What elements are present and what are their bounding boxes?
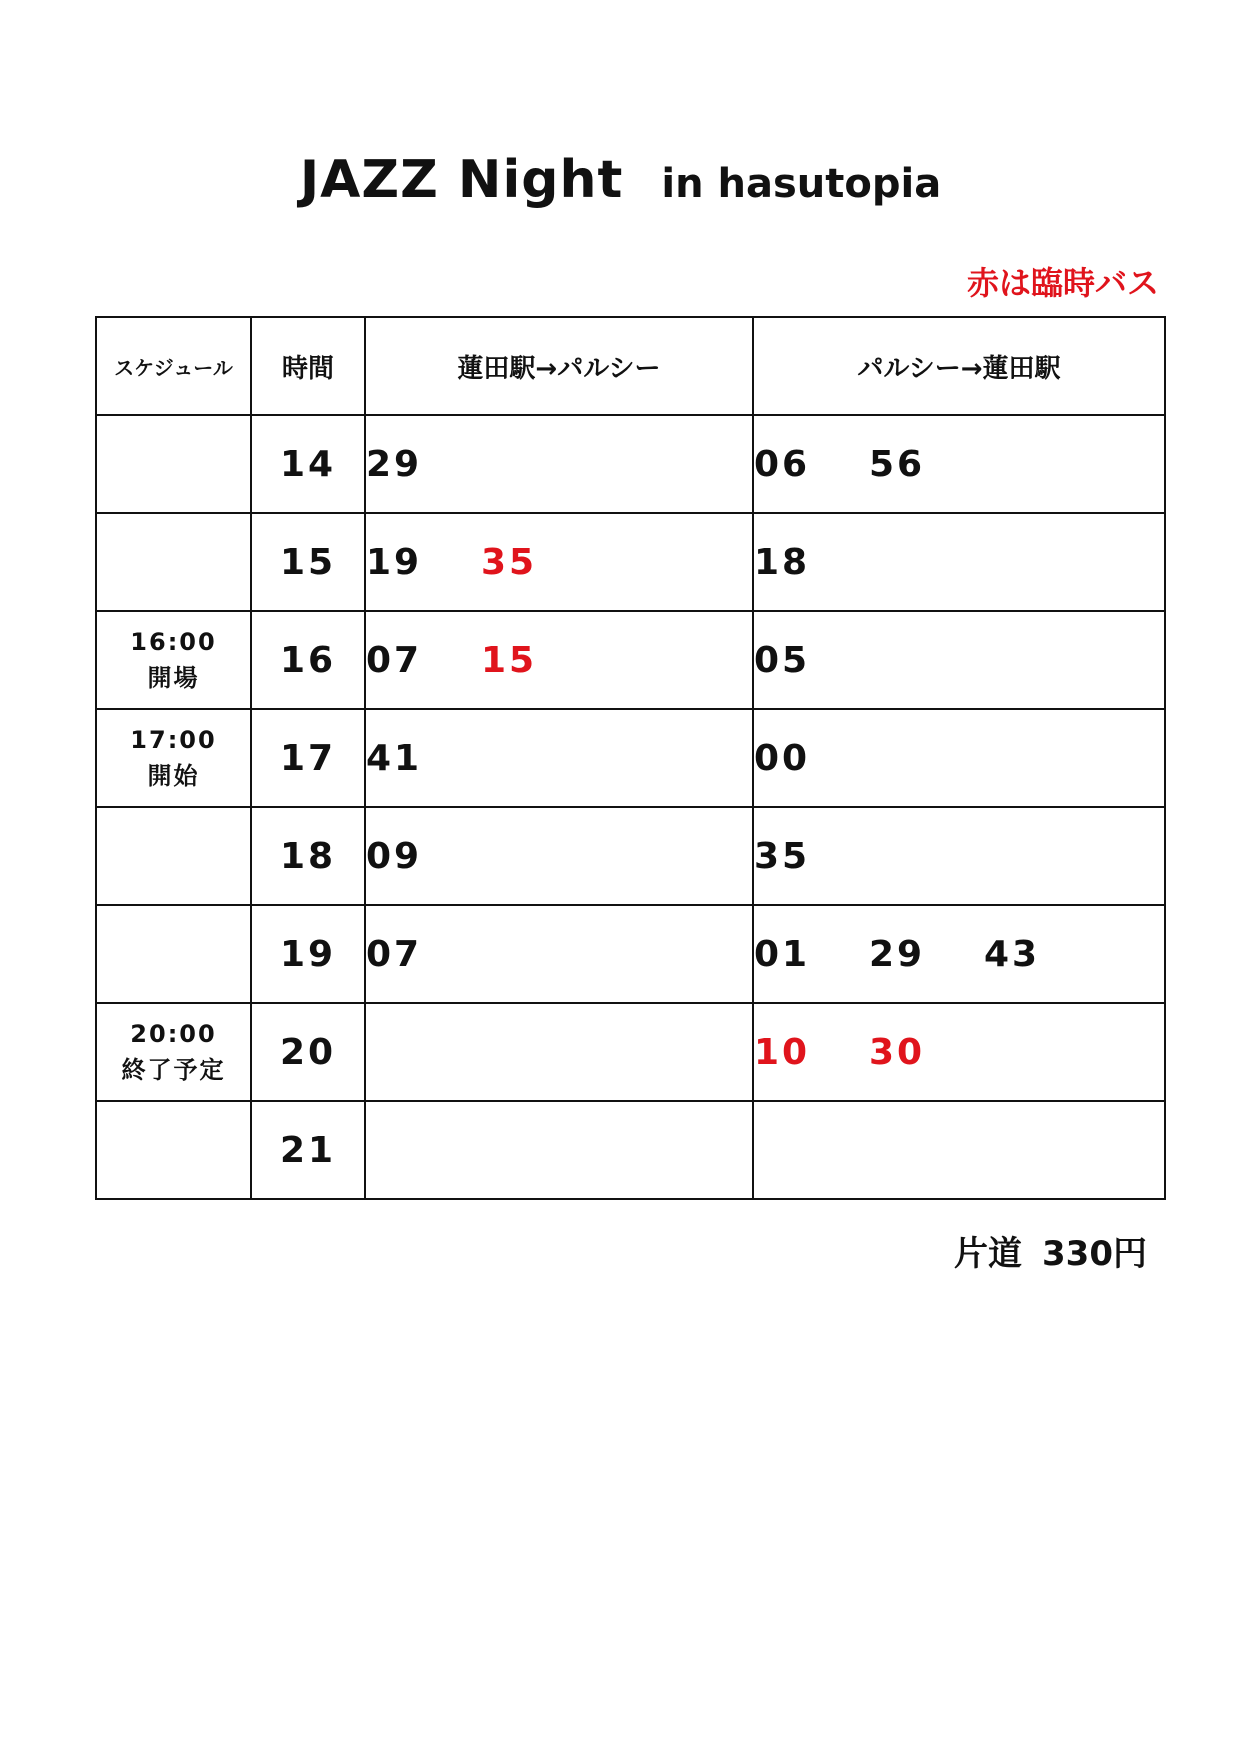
timetable-row: [96, 1003, 1165, 1101]
temporary-departure-minute: 15: [481, 639, 538, 681]
timetable-row: [96, 415, 1165, 513]
inbound-minutes-cell: [753, 1101, 1165, 1199]
outbound-minutes-cell: [365, 415, 753, 513]
schedule-event: 終了予定: [121, 1056, 226, 1084]
timetable-body: [96, 415, 1165, 1199]
temporary-departure-minute: 30: [869, 1031, 926, 1073]
temporary-bus-legend: 赤は臨時バス: [966, 264, 1159, 302]
header-outbound: 蓮田駅→パルシー: [365, 317, 753, 415]
hour-cell: 21: [251, 1101, 365, 1199]
departure-minute: 41: [366, 737, 423, 779]
inbound-minutes-cell: [753, 611, 1165, 709]
outbound-minutes-cell: [365, 1003, 753, 1101]
fare-label: 片道: [954, 1234, 1023, 1274]
outbound-minutes-cell: [365, 513, 753, 611]
hour-cell: 17: [251, 709, 365, 807]
inbound-minutes-cell: [753, 709, 1165, 807]
departure-minute: 06: [754, 443, 811, 485]
hour-cell: 16: [251, 611, 365, 709]
header-inbound: パルシー→蓮田駅: [753, 317, 1165, 415]
event-venue: in hasutopia: [661, 161, 942, 207]
schedule-event: 開始: [147, 762, 200, 790]
departure-minute: 01: [754, 933, 811, 975]
departure-minute: 29: [366, 443, 423, 485]
timetable-row: [96, 709, 1165, 807]
bus-timetable: [95, 316, 1166, 1200]
timetable-header-row: [96, 317, 1165, 415]
schedule-cell: [96, 807, 251, 905]
inbound-minutes-cell: [753, 905, 1165, 1003]
departure-minute: 35: [754, 835, 811, 877]
hour-cell: 19: [251, 905, 365, 1003]
departure-minute: 43: [984, 933, 1041, 975]
schedule-event: 開場: [147, 664, 200, 692]
schedule-time: 17:00: [130, 726, 217, 754]
outbound-minutes-cell: [365, 905, 753, 1003]
schedule-cell: [96, 709, 251, 807]
timetable-row: [96, 1101, 1165, 1199]
inbound-minutes-cell: [753, 513, 1165, 611]
departure-minute: 56: [869, 443, 926, 485]
inbound-minutes-cell: [753, 1003, 1165, 1101]
fare-price: 330円: [1042, 1234, 1147, 1274]
page-title: [0, 150, 1241, 210]
header-hour: 時間: [251, 317, 365, 415]
timetable-row: [96, 807, 1165, 905]
outbound-minutes-cell: [365, 709, 753, 807]
departure-minute: 05: [754, 639, 811, 681]
temporary-departure-minute: 35: [481, 541, 538, 583]
timetable-row: [96, 513, 1165, 611]
departure-minute: 18: [754, 541, 811, 583]
inbound-minutes-cell: [753, 807, 1165, 905]
event-title: JAZZ Night: [299, 150, 624, 210]
schedule-cell: [96, 611, 251, 709]
departure-minute: 19: [366, 541, 423, 583]
schedule-cell: [96, 1101, 251, 1199]
hour-cell: 15: [251, 513, 365, 611]
outbound-minutes-cell: [365, 1101, 753, 1199]
hour-cell: 14: [251, 415, 365, 513]
outbound-minutes-cell: [365, 807, 753, 905]
temporary-departure-minute: 10: [754, 1031, 811, 1073]
schedule-time: 20:00: [130, 1020, 217, 1048]
schedule-cell: [96, 905, 251, 1003]
fare-info: [954, 1226, 1147, 1275]
schedule-time: 16:00: [130, 628, 217, 656]
schedule-cell: [96, 415, 251, 513]
timetable-row: [96, 905, 1165, 1003]
departure-minute: 07: [366, 933, 423, 975]
schedule-cell: [96, 513, 251, 611]
departure-minute: 29: [869, 933, 926, 975]
inbound-minutes-cell: [753, 415, 1165, 513]
departure-minute: 09: [366, 835, 423, 877]
hour-cell: 20: [251, 1003, 365, 1101]
hour-cell: 18: [251, 807, 365, 905]
departure-minute: 07: [366, 639, 423, 681]
outbound-minutes-cell: [365, 611, 753, 709]
header-schedule: スケジュール: [96, 317, 251, 415]
schedule-cell: [96, 1003, 251, 1101]
timetable-row: [96, 611, 1165, 709]
departure-minute: 00: [754, 737, 811, 779]
